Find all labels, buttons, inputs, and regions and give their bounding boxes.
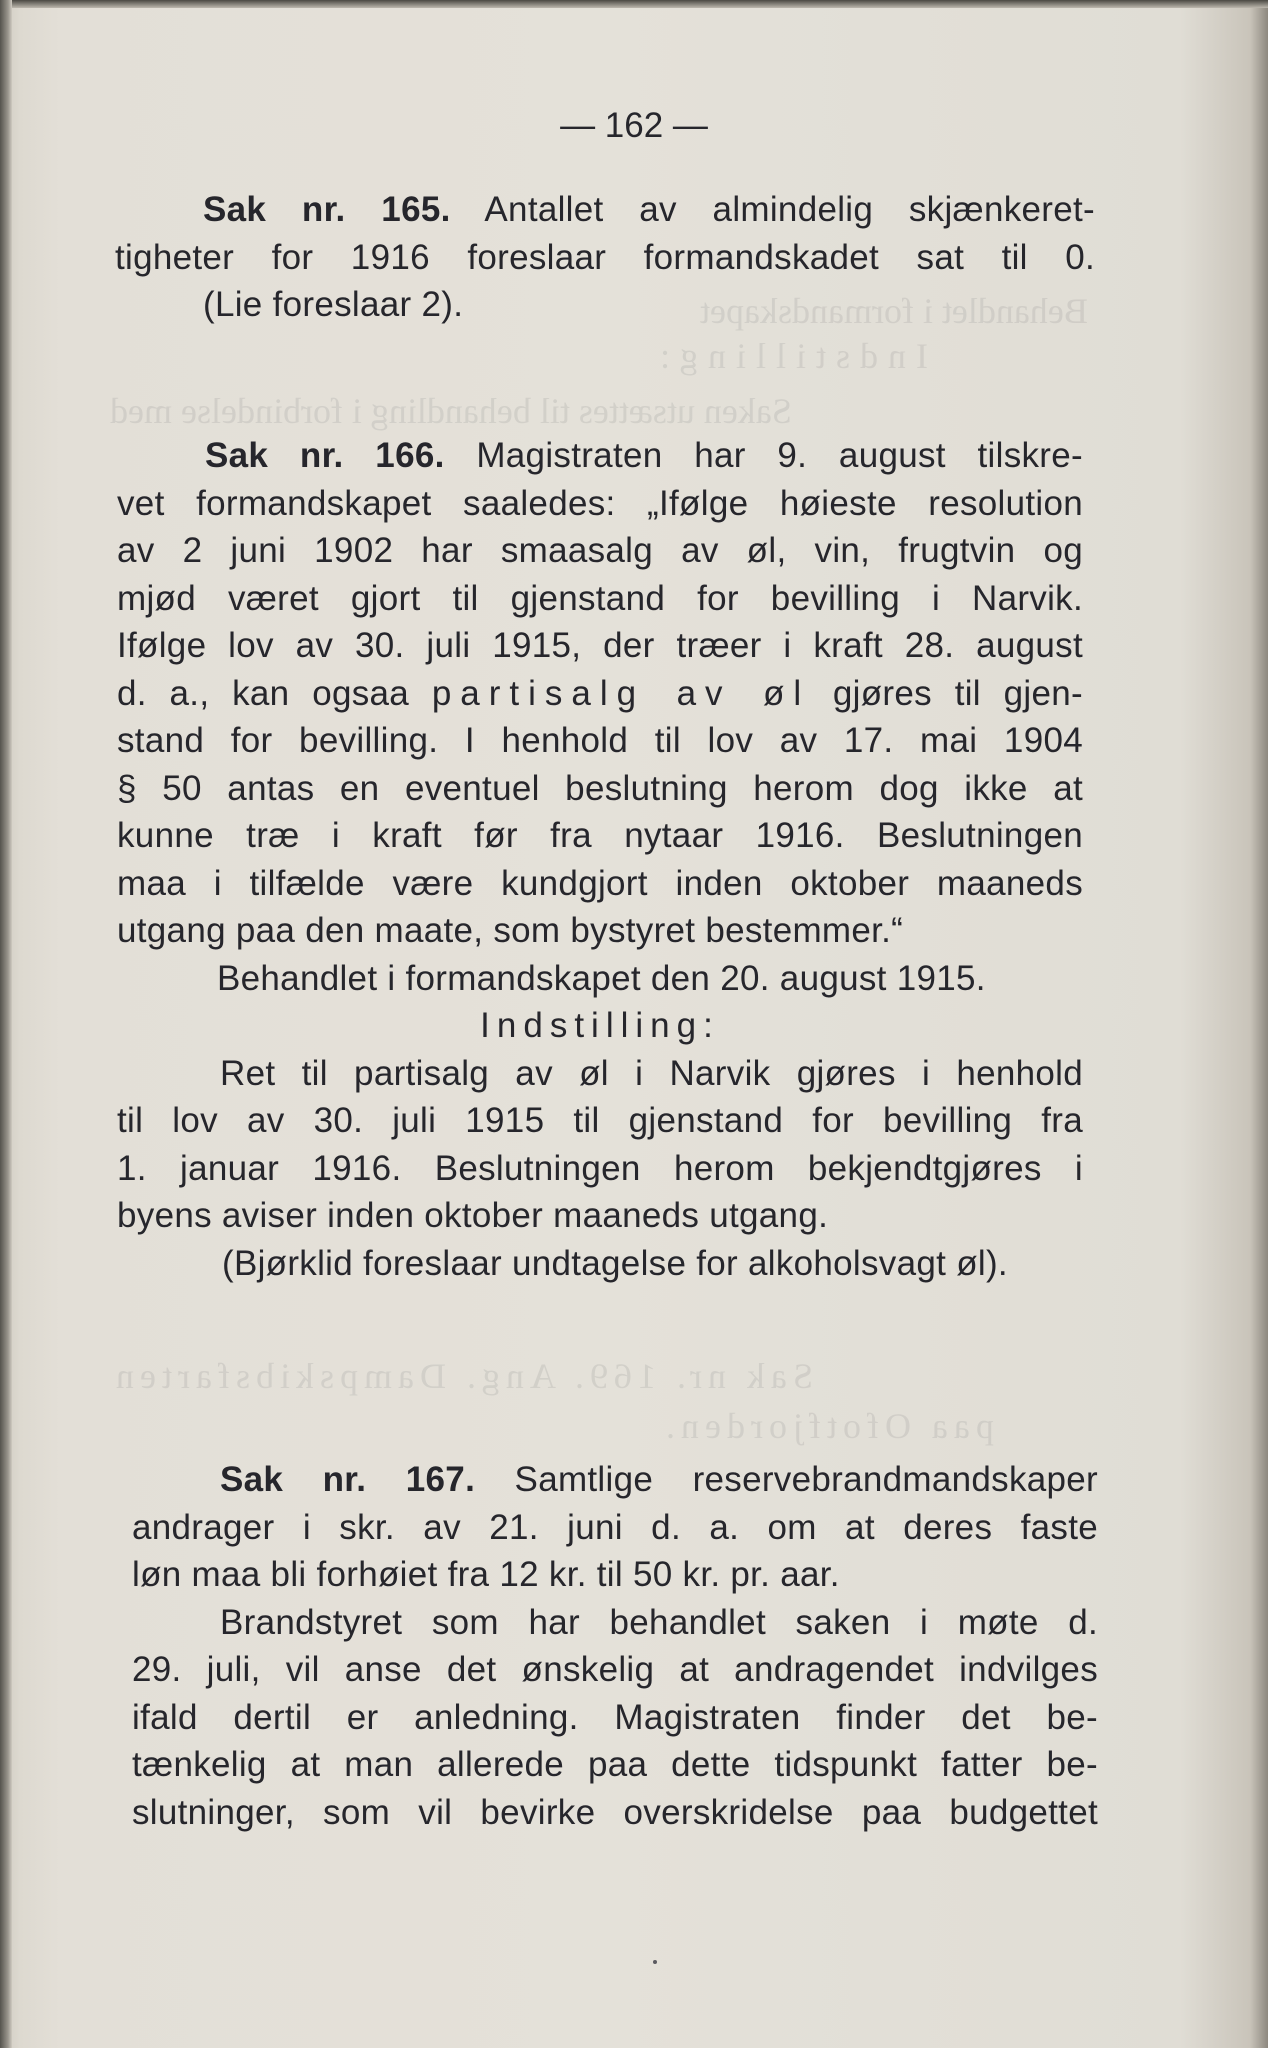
- bleed-through-text: Behandlet i formandskapet: [700, 291, 1088, 331]
- sak-165: [115, 186, 1095, 329]
- text-line: ifald dertil er anledning. Magistraten finder det be-: [132, 1697, 1098, 1737]
- spaced-emphasis: partisalg av øl: [431, 673, 811, 713]
- note-line: (Bjørklid foreslaar undtagelse for alkoholsvagt øl).: [222, 1243, 1008, 1283]
- bleed-through-text: paa Ofotfjorden.: [660, 1406, 994, 1446]
- text-line: Sak nr. 167. Samtlige reservebrandmandskaper: [220, 1460, 1098, 1499]
- bleed-through-text: Sak nr. 169. Ang. Dampskibsfarten: [110, 1356, 813, 1396]
- text-line: stand for bevilling. I henhold til lov av 17. mai 1904: [117, 721, 1083, 760]
- text-line: mjød været gjort til gjenstand for bevilling i Narvik.: [117, 578, 1083, 618]
- text-line: (Lie foreslaar 2).: [203, 285, 464, 324]
- text-line: til lov av 30. juli 1915 til gjenstand for bevilling fra: [117, 1101, 1083, 1140]
- page-binding-edge: [0, 0, 12, 2048]
- bleed-through-text: Saken utsættes til behandling i forbindelse med: [110, 391, 792, 431]
- text-line: 1. januar 1916. Beslutningen herom bekjendtgjøres i: [117, 1148, 1083, 1188]
- text-line: vet formandskapet saaledes: „Ifølge høieste resolution: [117, 483, 1083, 523]
- text-line: § 50 antas en eventuel beslutning herom dog ikke at: [117, 768, 1083, 808]
- text-line: Brandstyret som har behandlet saken i møte d.: [220, 1602, 1098, 1642]
- text-line: Sak nr. 165. Antallet av almindelig skjænkeret-: [203, 190, 1095, 229]
- indstilling-heading: Indstilling:: [480, 1006, 720, 1045]
- text-line: Ret til partisalg av øl i Narvik gjøres i henhold: [220, 1053, 1083, 1093]
- page-top-edge: [0, 0, 1268, 8]
- text-line: løn maa bli forhøiet fra 12 kr. til 50 kr. pr. aar.: [132, 1555, 840, 1594]
- text-line: utgang paa den maate, som bystyret bestemmer.“: [117, 911, 904, 950]
- text-line: maa i tilfælde være kundgjort inden oktober maaneds: [117, 863, 1083, 903]
- sak-167: [132, 1456, 1098, 1836]
- text-line: kunne træ i kraft før fra nytaar 1916. Beslutningen: [117, 816, 1083, 855]
- paper-speck: [653, 1960, 657, 1964]
- text-line: tænkelig at man allerede paa dette tidspunkt fatter be-: [132, 1745, 1098, 1784]
- sak-166: [117, 432, 1083, 1287]
- text-line: slutninger, som vil bevirke overskridelse paa budgettet: [132, 1792, 1098, 1832]
- text-line: andrager i skr. av 21. juni d. a. om at deres faste: [132, 1507, 1098, 1547]
- sak-label: Sak nr. 166.: [205, 436, 445, 475]
- text-line: av 2 juni 1902 har smaasalg av øl, vin, frugtvin og: [117, 531, 1083, 570]
- text-line: 29. juli, vil anse det ønskelig at andragendet indvilges: [132, 1650, 1098, 1689]
- text-line: Sak nr. 166. Magistraten har 9. august tilskre-: [205, 436, 1083, 475]
- bleed-through-text: Indstilling:: [650, 336, 929, 376]
- page-number: — 162 —: [560, 106, 708, 145]
- text-line: byens aviser inden oktober maaneds utgang.: [117, 1196, 829, 1235]
- sak-label: Sak nr. 167.: [220, 1460, 476, 1499]
- text-line: tigheter for 1916 foreslaar formandskadet sat til 0.: [115, 237, 1095, 277]
- text-line: Ifølge lov av 30. juli 1915, der træer i kraft 28. august: [117, 626, 1083, 665]
- sak-label: Sak nr. 165.: [203, 190, 451, 229]
- text-line: d. a., kan ogsaa partisalg av øl gjøres til gjen-: [117, 673, 1083, 713]
- behandlet-line: Behandlet i formandskapet den 20. august 1915.: [217, 958, 986, 998]
